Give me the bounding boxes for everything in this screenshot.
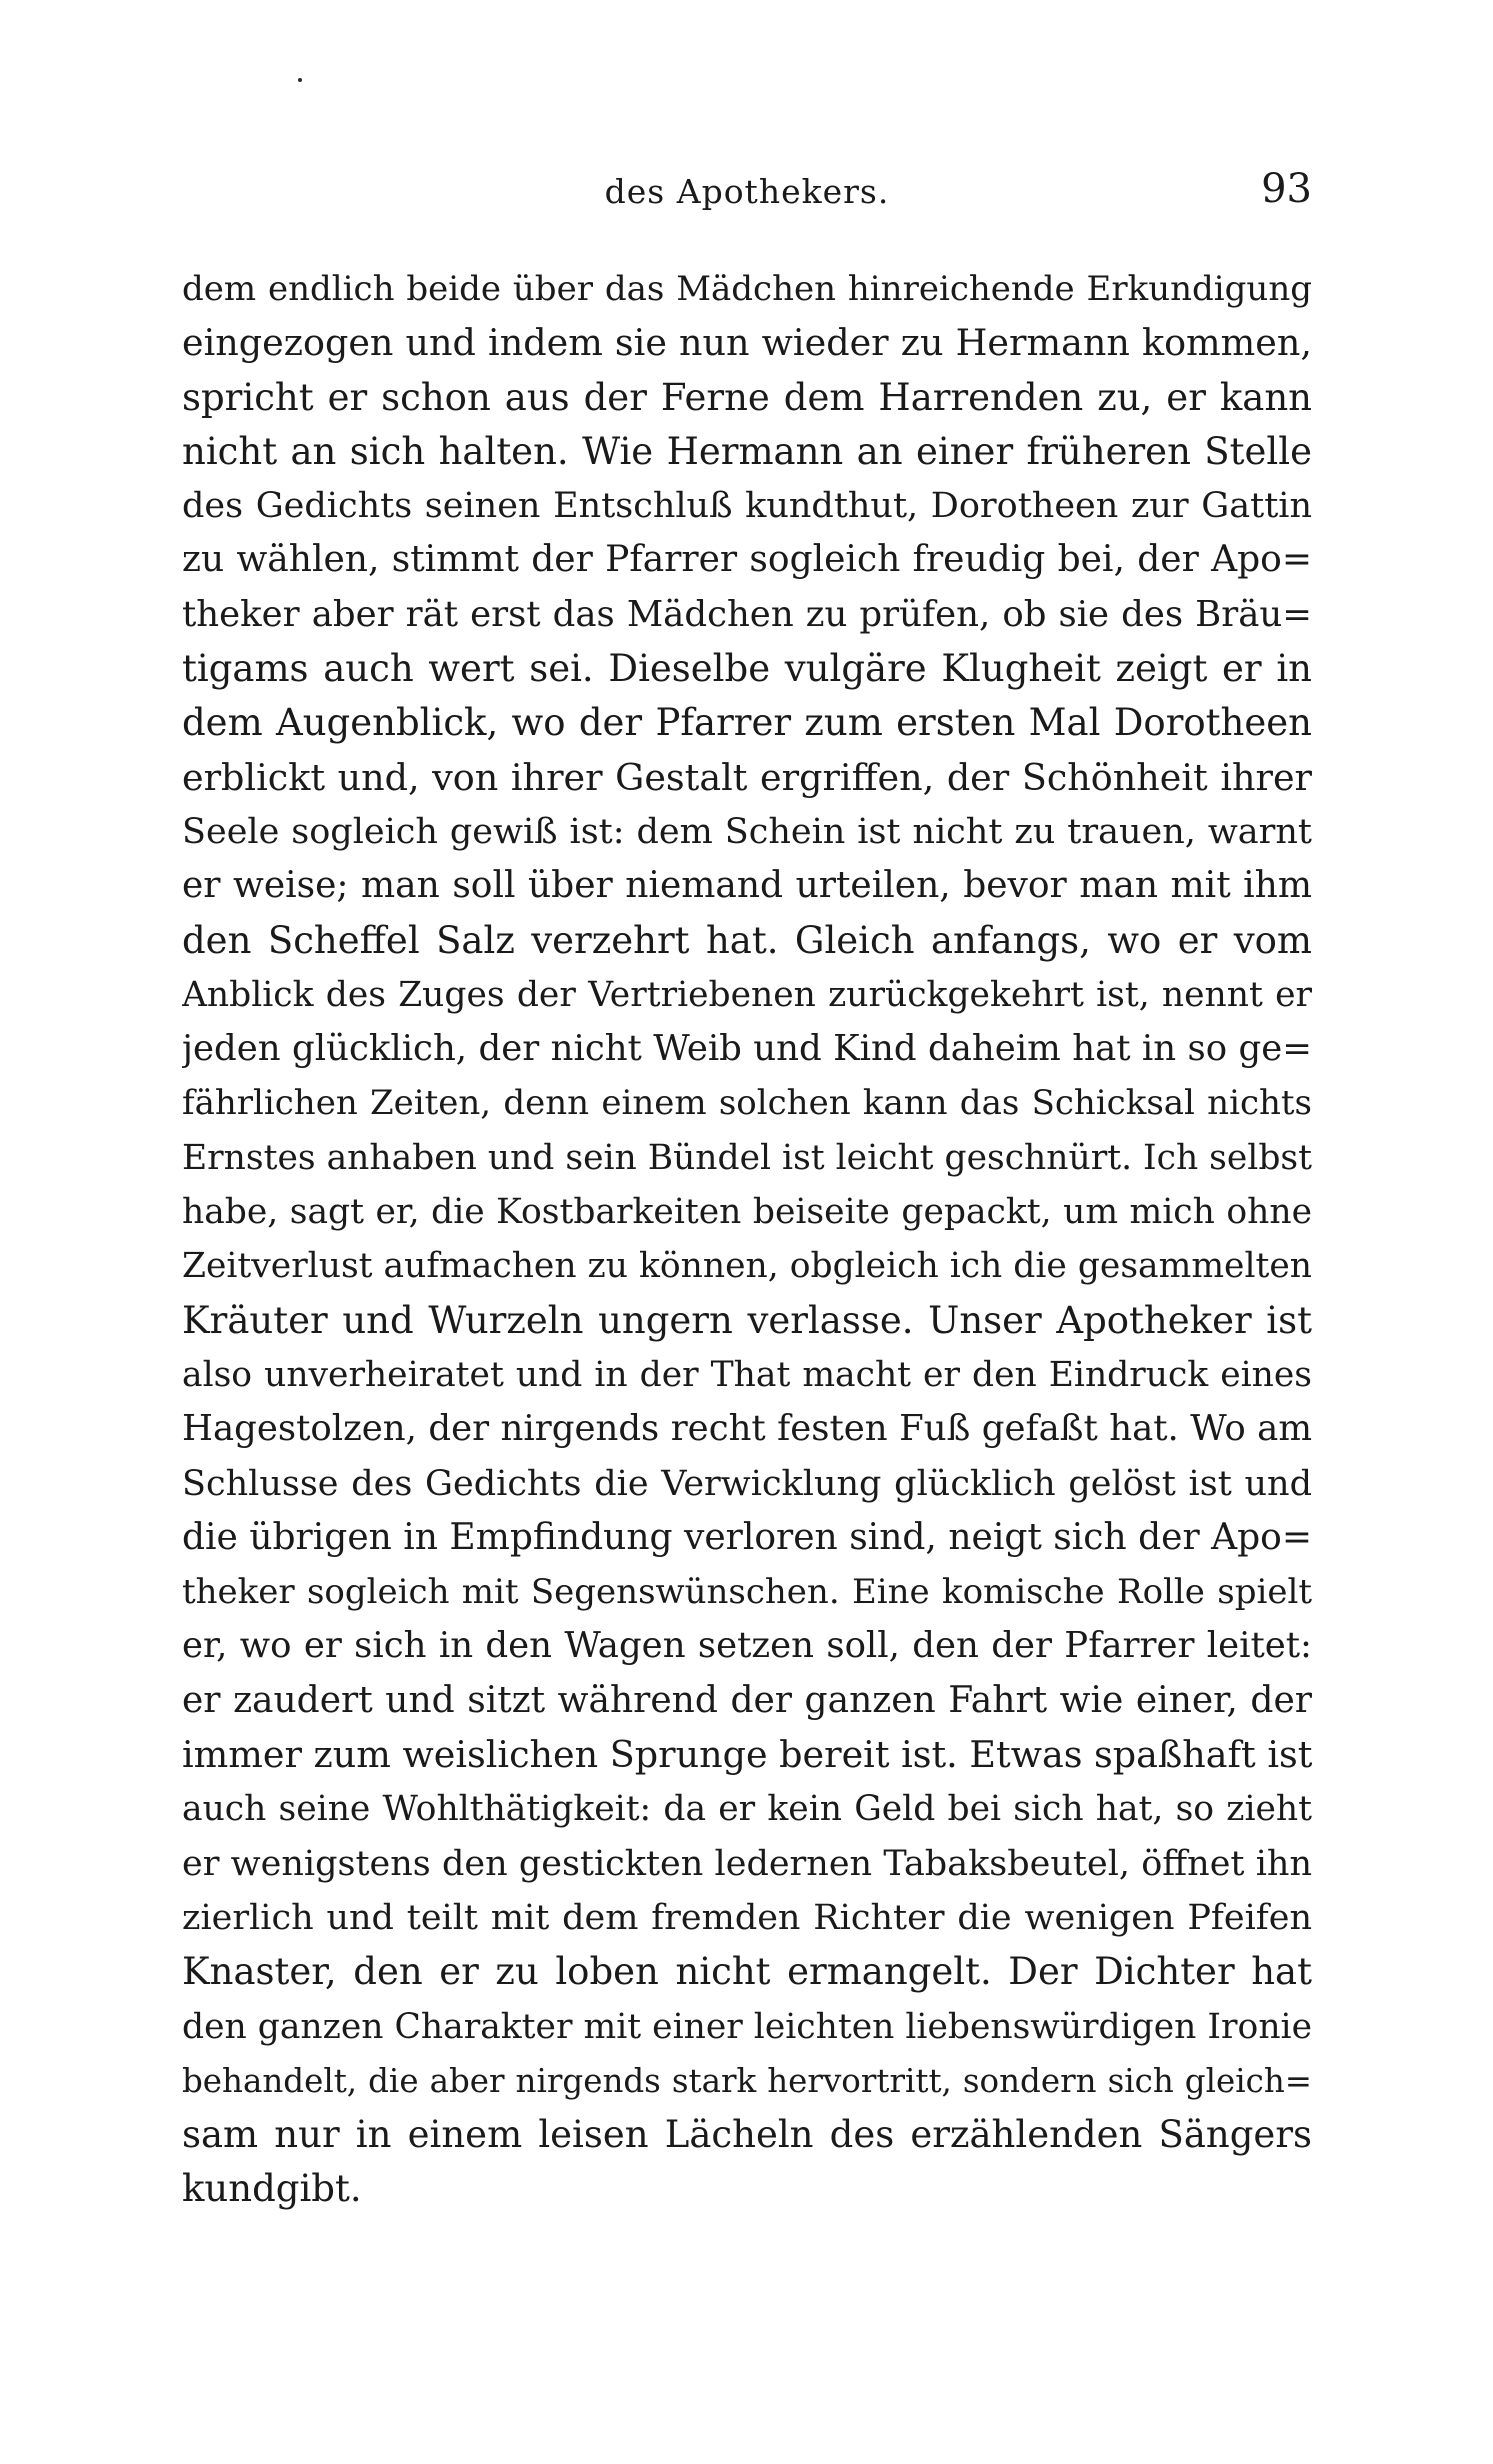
text-line: er wenigstens den gestickten ledernen Tabaksbeutel, öffnet ihn <box>182 1843 1312 1884</box>
page-number: 93 <box>1261 166 1312 212</box>
text-line: den ganzen Charakter mit einer leichten liebenswürdigen Ironie <box>182 2006 1312 2047</box>
text-line: Hagestolzen, der nirgends recht festen Fuß gefaßt hat. Wo am <box>182 1408 1312 1450</box>
text-line: nicht an sich halten. Wie Hermann an einer früheren Stelle <box>182 429 1312 473</box>
text-line: theker aber rät erst das Mädchen zu prüfen, ob sie des Bräu= <box>182 593 1312 635</box>
text-line: behandelt, die aber nirgends stark hervortritt, sondern sich gleich= <box>182 2061 1312 2100</box>
running-head: des Apothekers. <box>604 172 890 211</box>
text-line: Seele sogleich gewiß ist: dem Schein ist nicht zu trauen, warnt <box>182 811 1312 852</box>
text-line: Anblick des Zuges der Vertriebenen zurückgekehrt ist, nennt er <box>182 974 1312 1015</box>
text-line: fährlichen Zeiten, denn einem solchen kann das Schicksal nichts <box>182 1083 1312 1124</box>
text-line: er weise; man soll über niemand urteilen, bevor man mit ihm <box>182 865 1312 907</box>
text-line: eingezogen und indem sie nun wieder zu Hermann kommen, <box>182 321 1312 365</box>
text-line: jeden glücklich, der nicht Weib und Kind daheim hat in so ge= <box>182 1028 1312 1070</box>
page-header <box>182 166 1312 226</box>
text-line-last: kundgibt. <box>182 2167 362 2211</box>
text-line: spricht er schon aus der Ferne dem Harrenden zu, er kann <box>182 375 1312 419</box>
text-line: Ernstes anhaben und sein Bündel ist leicht geschnürt. Ich selbst <box>182 1137 1312 1178</box>
text-line: er, wo er sich in den Wagen setzen soll, den der Pfarrer leitet: <box>182 1625 1312 1667</box>
text-line: theker sogleich mit Segenswünschen. Eine komische Rolle spielt <box>182 1572 1312 1613</box>
body-text <box>182 262 1312 2217</box>
text-line: Knaster, den er zu loben nicht ermangelt. Der Dichter hat <box>182 1950 1312 1994</box>
text-line: Schlusse des Gedichts die Verwicklung glücklich gelöst ist und <box>182 1463 1312 1504</box>
text-line: tigams auch wert sei. Dieselbe vulgäre Klugheit zeigt er in <box>182 647 1312 691</box>
text-line: Kräuter und Wurzeln ungern verlasse. Unser Apotheker ist <box>182 1298 1312 1342</box>
text-line: erblickt und, von ihrer Gestalt ergriffen, der Schönheit ihrer <box>182 755 1312 799</box>
text-line: also unverheiratet und in der That macht er den Eindruck eines <box>182 1354 1312 1395</box>
text-line: zierlich und teilt mit dem fremden Richter die wenigen Pfeifen <box>182 1897 1312 1938</box>
text-line: auch seine Wohlthätigkeit: da er kein Geld bei sich hat, so zieht <box>182 1789 1312 1830</box>
text-line: Zeitverlust aufmachen zu können, obgleich ich die gesammelten <box>182 1246 1312 1287</box>
text-line: den Scheffel Salz verzehrt hat. Gleich anfangs, wo er vom <box>182 918 1312 962</box>
text-line: immer zum weislichen Sprunge bereit ist. Etwas spaßhaft ist <box>182 1733 1312 1777</box>
text-line: er zaudert und sitzt während der ganzen Fahrt wie einer, der <box>182 1679 1312 1721</box>
ink-speck <box>298 78 302 82</box>
text-line: habe, sagt er, die Kostbarkeiten beiseite gepackt, um mich ohne <box>182 1192 1312 1233</box>
text-line: des Gedichts seinen Entschluß kundthut, Dorotheen zur Gattin <box>182 486 1312 527</box>
text-line: dem Augenblick, wo der Pfarrer zum ersten Mal Dorotheen <box>182 701 1312 745</box>
text-line: dem endlich beide über das Mädchen hinreichende Erkundigung <box>182 269 1312 309</box>
text-line: sam nur in einem leisen Lächeln des erzählenden Sängers <box>182 2113 1312 2157</box>
text-line: zu wählen, stimmt der Pfarrer sogleich freudig bei, der Apo= <box>182 539 1312 581</box>
text-line: die übrigen in Empfindung verloren sind, neigt sich der Apo= <box>182 1516 1312 1558</box>
